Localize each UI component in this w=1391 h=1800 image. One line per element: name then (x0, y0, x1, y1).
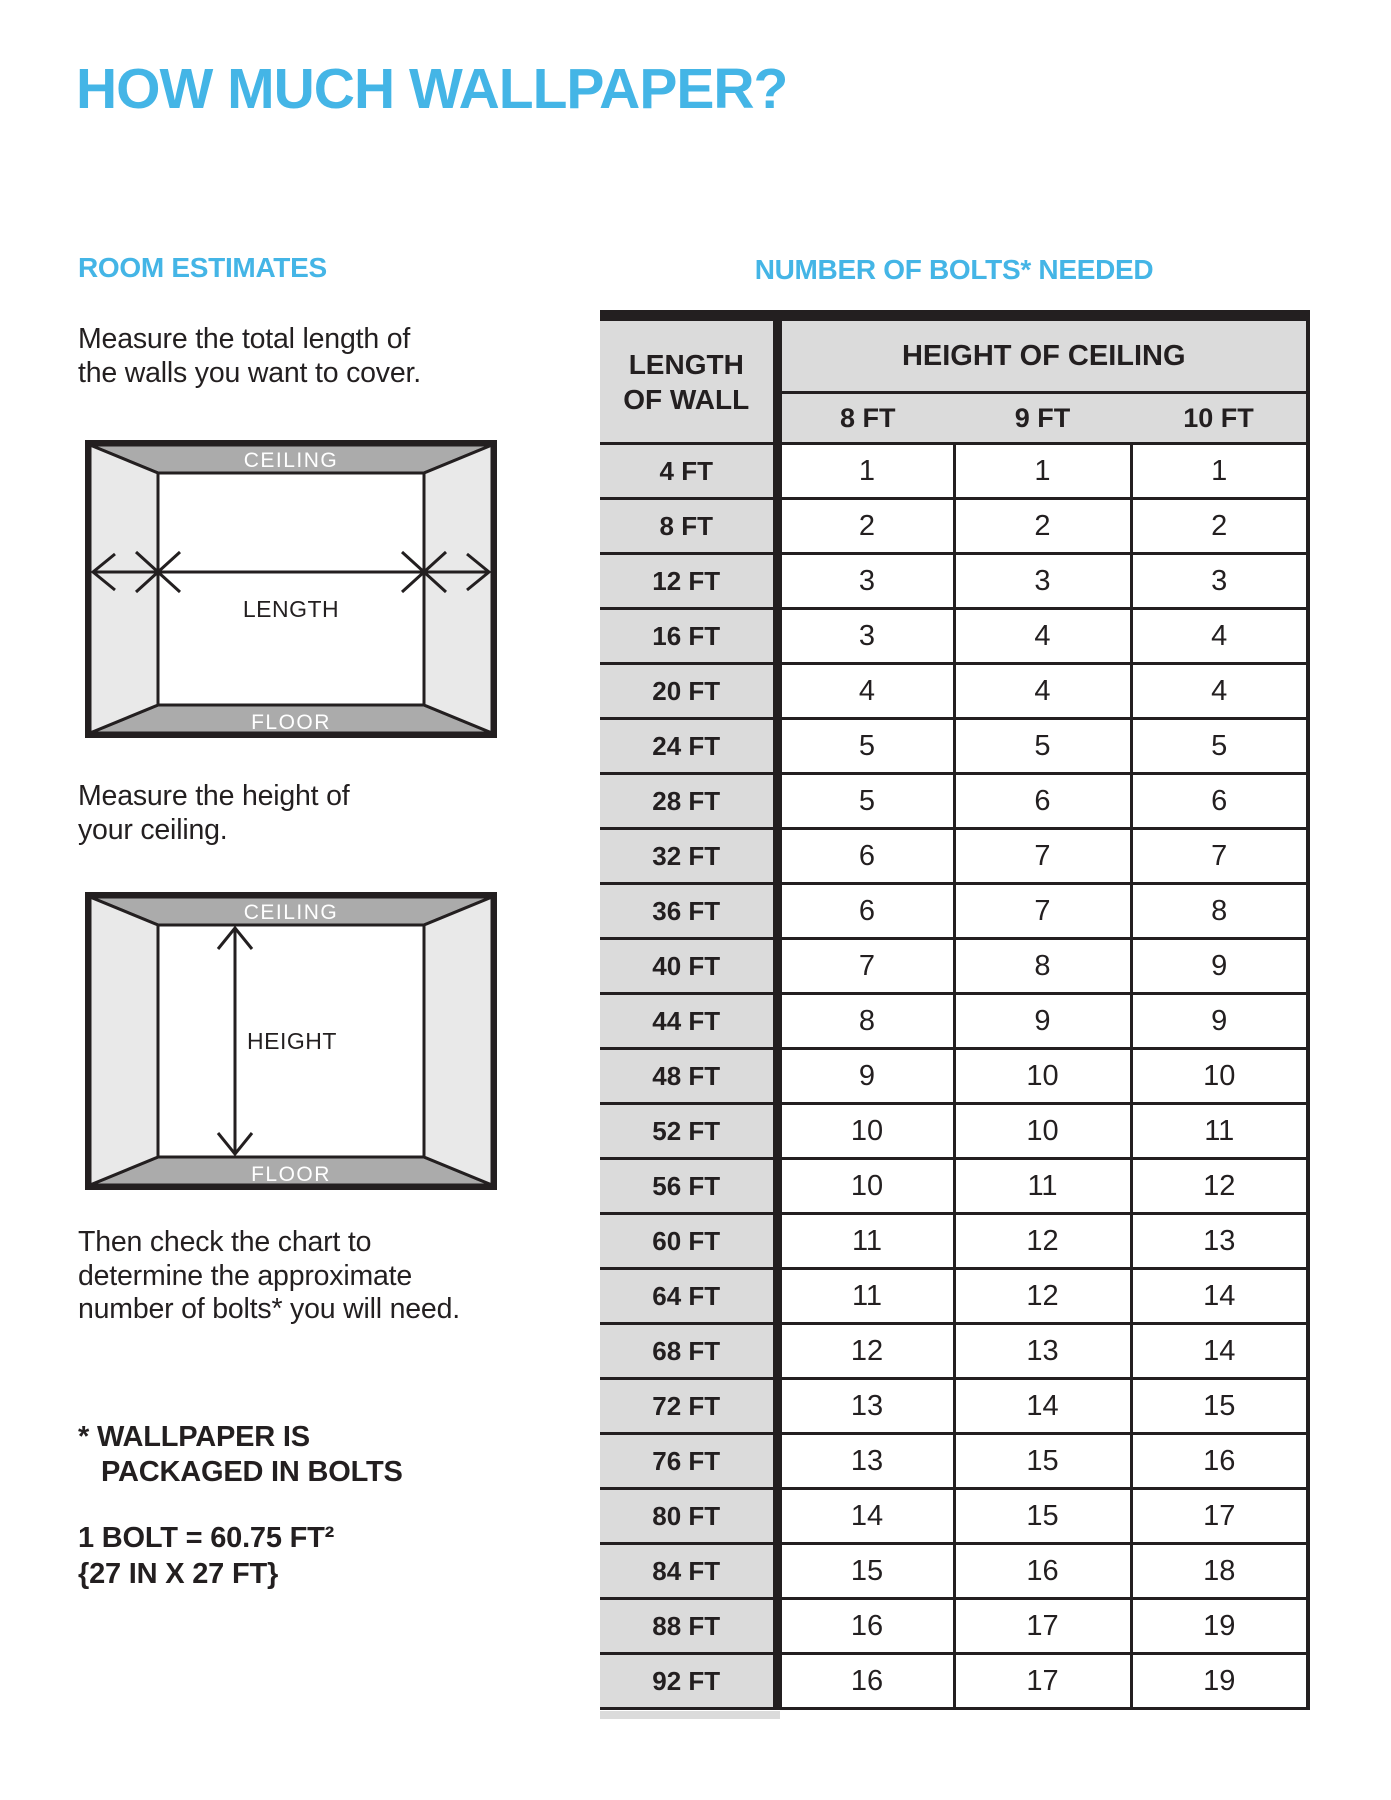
row-label: 52 FT (600, 1104, 777, 1159)
col-header-10ft: 10 FT (1131, 393, 1308, 444)
room-estimates-heading: ROOM ESTIMATES (78, 252, 327, 283)
left-wall-panel (90, 897, 158, 1185)
row-label: 48 FT (600, 1049, 777, 1104)
cell-value: 7 (954, 829, 1131, 884)
room-length-diagram (85, 440, 497, 738)
cell-value: 13 (777, 1434, 954, 1489)
wallpaper-bolts-footnote (78, 1420, 403, 1490)
cell-value: 2 (1131, 499, 1308, 554)
cell-value: 15 (1131, 1379, 1308, 1434)
row-label: 56 FT (600, 1159, 777, 1214)
table-row (600, 1269, 1308, 1324)
table-row (600, 444, 1308, 499)
row-label: 72 FT (600, 1379, 777, 1434)
room-height-diagram (85, 892, 497, 1190)
row-label: 64 FT (600, 1269, 777, 1324)
cell-value: 13 (777, 1379, 954, 1434)
cell-value: 10 (777, 1159, 954, 1214)
table-row (600, 994, 1308, 1049)
row-label: 32 FT (600, 829, 777, 884)
instruction-check-chart (78, 1226, 460, 1327)
cell-value: 12 (1131, 1159, 1308, 1214)
cell-value: 3 (777, 554, 954, 609)
cell-value: 6 (1131, 774, 1308, 829)
instruction-measure-length (78, 323, 421, 390)
row-label: 36 FT (600, 884, 777, 939)
row-label: 12 FT (600, 554, 777, 609)
back-wall-panel (158, 473, 424, 705)
cell-value: 4 (1131, 664, 1308, 719)
row-label: 24 FT (600, 719, 777, 774)
table-row (600, 554, 1308, 609)
page-title: HOW MUCH WALLPAPER? (76, 57, 788, 121)
cell-value: 13 (954, 1324, 1131, 1379)
table-foot-strip (600, 1711, 780, 1719)
table-row (600, 1489, 1308, 1544)
cell-value: 17 (1131, 1489, 1308, 1544)
ceiling-label: CEILING (243, 901, 339, 924)
row-label: 76 FT (600, 1434, 777, 1489)
table-row (600, 1049, 1308, 1104)
cell-value: 4 (954, 609, 1131, 664)
table-row (600, 499, 1308, 554)
floor-label: FLOOR (251, 711, 331, 734)
cell-value: 14 (1131, 1269, 1308, 1324)
footnote-line: PACKAGED IN BOLTS (101, 1456, 403, 1488)
col-header-9ft: 9 FT (954, 393, 1131, 444)
cell-value: 17 (954, 1599, 1131, 1654)
cell-value: 10 (777, 1104, 954, 1159)
row-label: 20 FT (600, 664, 777, 719)
table-row (600, 884, 1308, 939)
table-row (600, 939, 1308, 994)
footnote-line: * WALLPAPER IS (78, 1421, 310, 1453)
table-row (600, 1379, 1308, 1434)
cell-value: 19 (1131, 1599, 1308, 1654)
cell-value: 16 (777, 1654, 954, 1709)
instruction-measure-height (78, 780, 349, 847)
cell-value: 14 (1131, 1324, 1308, 1379)
row-label: 60 FT (600, 1214, 777, 1269)
cell-value: 9 (1131, 994, 1308, 1049)
cell-value: 10 (954, 1104, 1131, 1159)
cell-value: 5 (954, 719, 1131, 774)
row-label: 92 FT (600, 1654, 777, 1709)
height-label: HEIGHT (247, 1028, 337, 1054)
table-row (600, 774, 1308, 829)
row-label: 28 FT (600, 774, 777, 829)
cell-value: 5 (777, 719, 954, 774)
cell-value: 4 (954, 664, 1131, 719)
cell-value: 5 (777, 774, 954, 829)
instruction-line: your ceiling. (78, 813, 228, 846)
left-wall-panel (90, 445, 158, 733)
table-row (600, 719, 1308, 774)
height-of-ceiling-header: HEIGHT OF CEILING (777, 316, 1308, 393)
cell-value: 11 (777, 1269, 954, 1324)
cell-value: 6 (777, 829, 954, 884)
cell-value: 16 (777, 1599, 954, 1654)
bolts-table-body (600, 444, 1308, 1709)
cell-value: 1 (954, 444, 1131, 499)
bolt-dimensions: {27 IN X 27 FT} (78, 1558, 279, 1590)
cell-value: 7 (1131, 829, 1308, 884)
cell-value: 2 (954, 499, 1131, 554)
cell-value: 9 (1131, 939, 1308, 994)
row-label: 80 FT (600, 1489, 777, 1544)
cell-value: 7 (954, 884, 1131, 939)
row-label: 88 FT (600, 1599, 777, 1654)
cell-value: 13 (1131, 1214, 1308, 1269)
cell-value: 12 (954, 1269, 1131, 1324)
instruction-line: the walls you want to cover. (78, 356, 421, 389)
bolts-table-heading: NUMBER OF BOLTS* NEEDED (754, 254, 1154, 285)
row-label: 4 FT (600, 444, 777, 499)
cell-value: 2 (777, 499, 954, 554)
cell-value: 15 (954, 1489, 1131, 1544)
table-row (600, 1544, 1308, 1599)
cell-value: 4 (1131, 609, 1308, 664)
corner-header (600, 316, 777, 444)
cell-value: 16 (1131, 1434, 1308, 1489)
cell-value: 9 (777, 1049, 954, 1104)
cell-value: 11 (954, 1159, 1131, 1214)
cell-value: 11 (1131, 1104, 1308, 1159)
cell-value: 5 (1131, 719, 1308, 774)
cell-value: 15 (777, 1544, 954, 1599)
table-row (600, 829, 1308, 884)
cell-value: 8 (777, 994, 954, 1049)
right-wall-panel (424, 897, 492, 1185)
cell-value: 7 (777, 939, 954, 994)
table-row (600, 1324, 1308, 1379)
ceiling-label: CEILING (243, 449, 339, 472)
bolt-facts (78, 1520, 334, 1592)
cell-value: 8 (954, 939, 1131, 994)
cell-value: 1 (1131, 444, 1308, 499)
cell-value: 3 (954, 554, 1131, 609)
cell-value: 4 (777, 664, 954, 719)
table-row (600, 1159, 1308, 1214)
cell-value: 9 (954, 994, 1131, 1049)
cell-value: 6 (954, 774, 1131, 829)
row-label: 40 FT (600, 939, 777, 994)
corner-header-line: OF WALL (623, 383, 750, 415)
col-header-8ft: 8 FT (777, 393, 954, 444)
cell-value: 15 (954, 1434, 1131, 1489)
cell-value: 16 (954, 1544, 1131, 1599)
instruction-line: Measure the height of (78, 780, 350, 812)
floor-label: FLOOR (251, 1163, 331, 1186)
cell-value: 11 (777, 1214, 954, 1269)
table-row (600, 1214, 1308, 1269)
cell-value: 14 (954, 1379, 1131, 1434)
cell-value: 19 (1131, 1654, 1308, 1709)
cell-value: 3 (1131, 554, 1308, 609)
table-row (600, 664, 1308, 719)
row-label: 44 FT (600, 994, 777, 1049)
cell-value: 10 (954, 1049, 1131, 1104)
bolt-equation: 1 BOLT = 60.75 FT² (78, 1522, 335, 1554)
row-label: 8 FT (600, 499, 777, 554)
cell-value: 8 (1131, 884, 1308, 939)
instruction-line: Then check the chart to (78, 1226, 372, 1258)
cell-value: 3 (777, 609, 954, 664)
table-row (600, 609, 1308, 664)
table-row (600, 1104, 1308, 1159)
instruction-line: number of bolts* you will need. (78, 1293, 460, 1325)
cell-value: 10 (1131, 1049, 1308, 1104)
table-row (600, 1599, 1308, 1654)
right-wall-panel (424, 445, 492, 733)
instruction-line: determine the approximate (78, 1259, 413, 1292)
length-label: LENGTH (242, 596, 340, 622)
row-label: 84 FT (600, 1544, 777, 1599)
cell-value: 14 (777, 1489, 954, 1544)
cell-value: 18 (1131, 1544, 1308, 1599)
bolts-table (600, 310, 1310, 1710)
row-label: 68 FT (600, 1324, 777, 1379)
table-row (600, 1654, 1308, 1709)
row-label: 16 FT (600, 609, 777, 664)
corner-header-line: LENGTH (628, 348, 744, 380)
cell-value: 1 (777, 444, 954, 499)
table-row (600, 1434, 1308, 1489)
cell-value: 12 (954, 1214, 1131, 1269)
cell-value: 12 (777, 1324, 954, 1379)
cell-value: 17 (954, 1654, 1131, 1709)
instruction-line: Measure the total length of (78, 323, 411, 355)
cell-value: 6 (777, 884, 954, 939)
